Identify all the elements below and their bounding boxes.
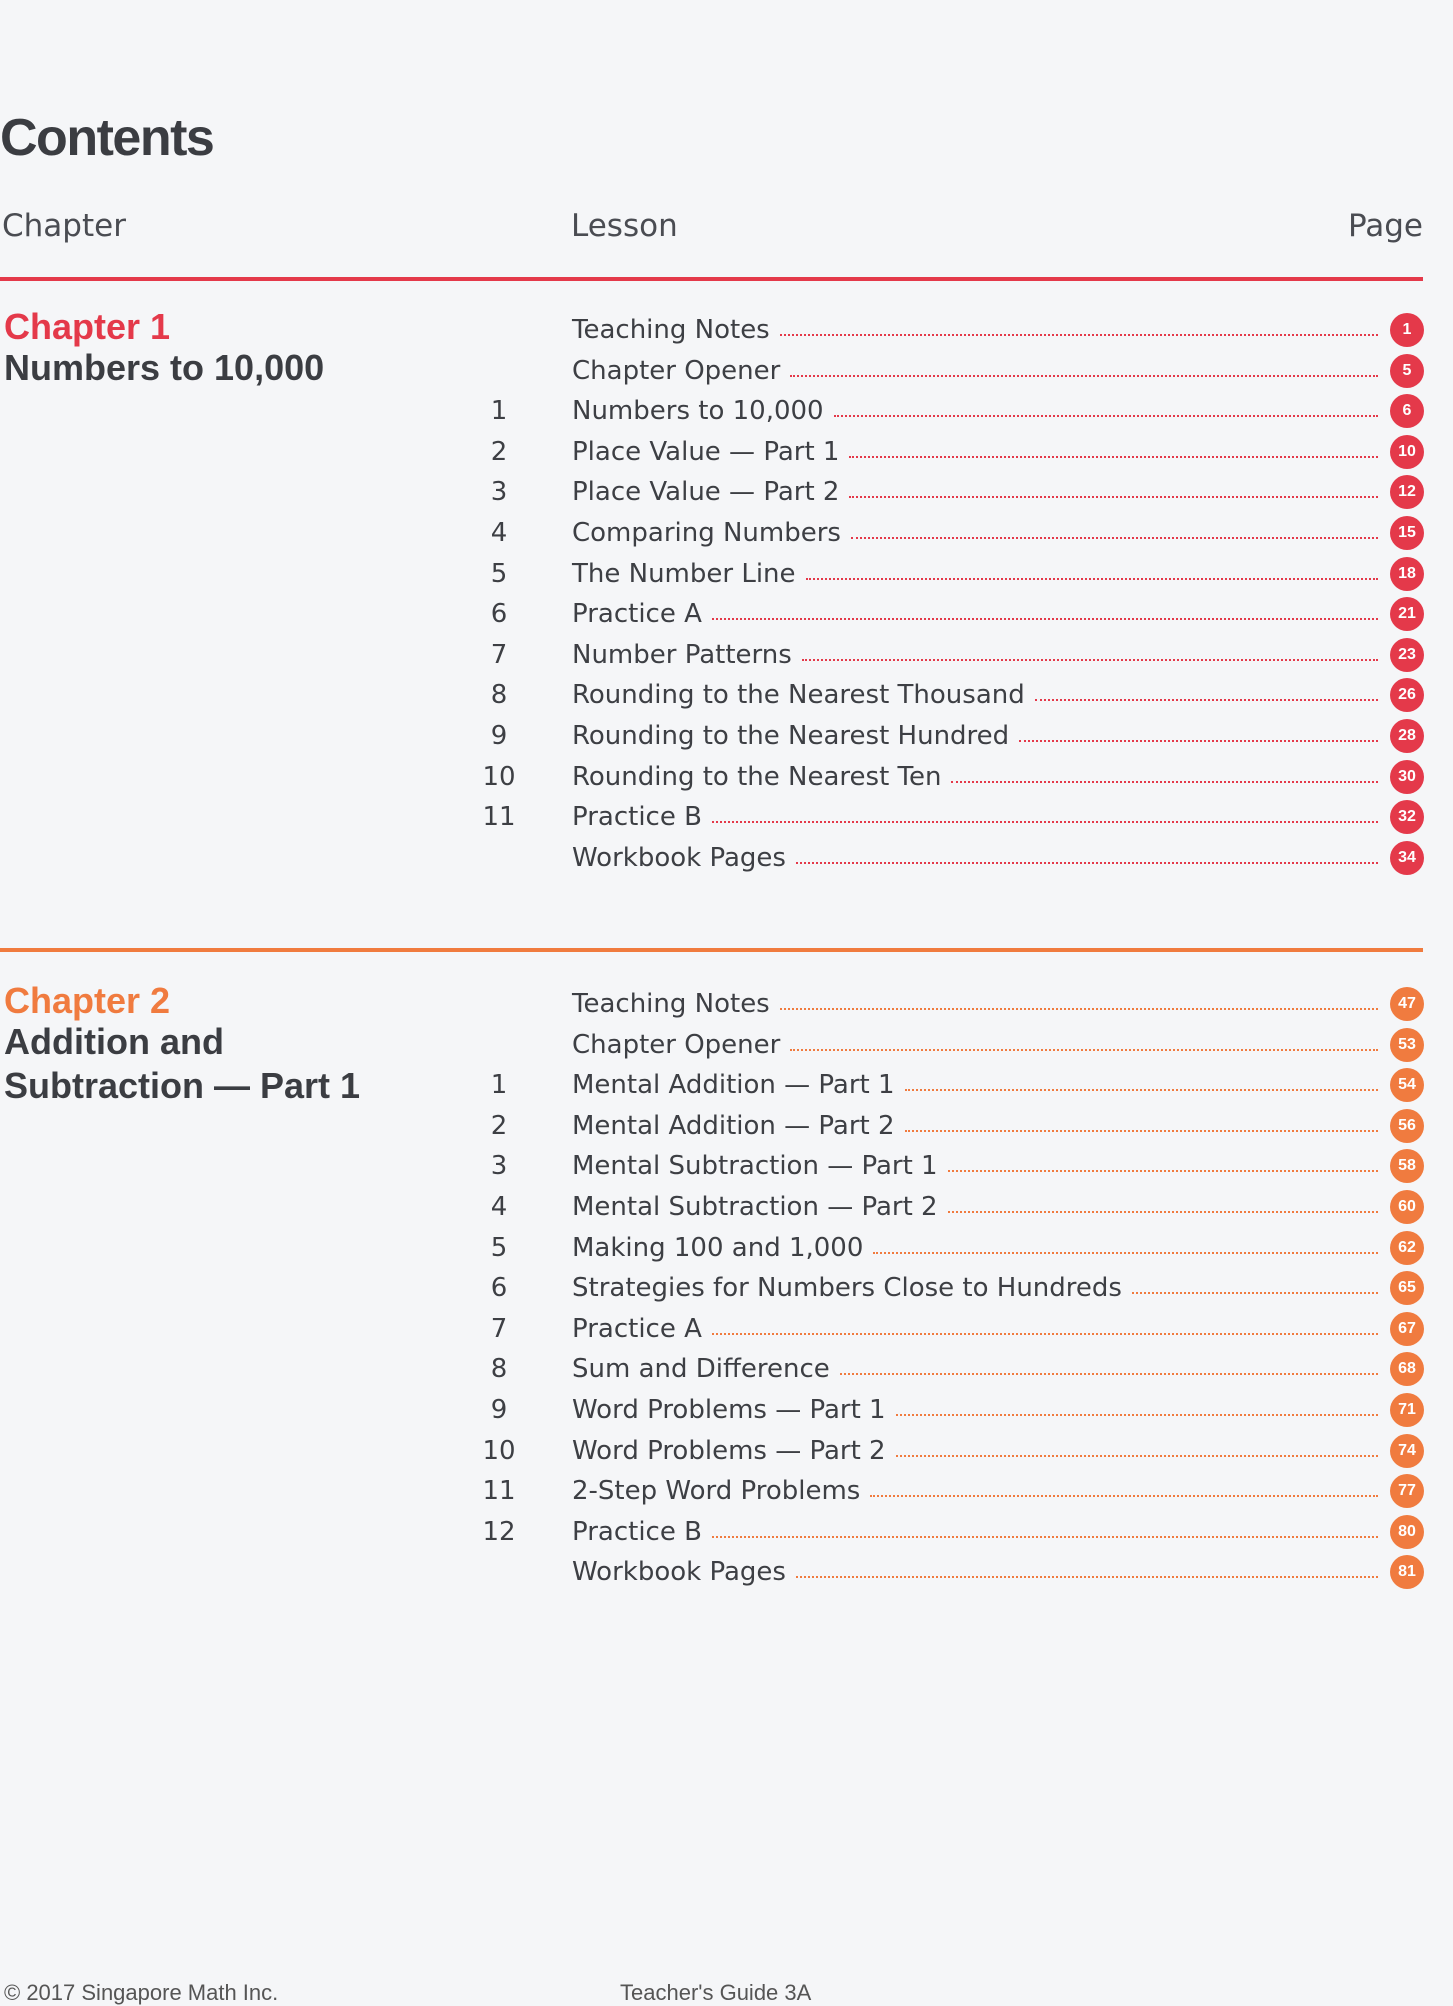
dot-leader	[873, 1252, 1378, 1254]
dot-leader	[712, 618, 1378, 620]
chapter-1-title: Numbers to 10,000	[4, 347, 325, 388]
toc-entry[interactable]	[0, 594, 1453, 634]
page-number-badge[interactable]: 53	[1390, 1028, 1424, 1062]
toc-entry[interactable]	[0, 635, 1453, 675]
page-number-badge[interactable]: 26	[1390, 678, 1424, 712]
lesson-title[interactable]: Word Problems — Part 1	[572, 1395, 886, 1425]
lesson-title[interactable]: Mental Subtraction — Part 1	[572, 1151, 938, 1182]
lesson-line	[572, 1228, 1378, 1268]
lesson-line	[572, 1512, 1378, 1552]
lesson-number: 1	[490, 396, 508, 427]
lesson-line	[572, 391, 1378, 431]
dot-leader	[834, 415, 1378, 417]
lesson-number: 8	[490, 1354, 508, 1385]
lesson-title[interactable]: Comparing Numbers	[572, 518, 841, 548]
lesson-number: 9	[490, 1395, 508, 1425]
page-number-badge[interactable]: 77	[1390, 1474, 1424, 1508]
page-number-badge[interactable]: 15	[1390, 516, 1424, 550]
chapter-1-divider	[0, 277, 1423, 281]
chapter-2-title: Addition and Subtraction — Part 1	[4, 1021, 361, 1106]
lesson-line	[572, 554, 1378, 594]
column-header-chapter: Chapter	[2, 208, 126, 244]
lesson-title[interactable]: Chapter Opener	[572, 355, 781, 386]
page-number-badge[interactable]: 54	[1390, 1068, 1424, 1102]
dot-leader	[712, 1333, 1378, 1335]
dot-leader	[712, 821, 1378, 823]
lesson-title[interactable]: Workbook Pages	[572, 1557, 786, 1588]
lesson-line	[572, 594, 1378, 634]
toc-entry[interactable]	[0, 1471, 1453, 1511]
lesson-title[interactable]: The Number Line	[572, 558, 796, 589]
toc-entry[interactable]	[0, 1390, 1453, 1430]
lesson-line	[572, 1106, 1378, 1146]
dot-leader	[802, 659, 1378, 661]
toc-entry[interactable]	[0, 513, 1453, 553]
page-number-badge[interactable]: 74	[1390, 1434, 1424, 1468]
dot-leader	[796, 1576, 1378, 1578]
lesson-line	[572, 838, 1378, 878]
dot-leader	[1019, 740, 1378, 742]
page-number-badge[interactable]: 71	[1390, 1393, 1424, 1427]
dot-leader	[840, 1373, 1378, 1375]
toc-entry[interactable]	[0, 984, 1453, 1024]
lesson-line	[572, 1146, 1378, 1186]
lesson-title[interactable]: Teaching Notes	[572, 989, 770, 1019]
page-number-badge[interactable]: 68	[1390, 1352, 1424, 1386]
page-number-badge[interactable]: 1	[1390, 313, 1424, 347]
lesson-line	[572, 1390, 1378, 1430]
lesson-number: 1	[490, 1070, 508, 1101]
dot-leader	[780, 334, 1378, 336]
lesson-number: 2	[490, 436, 508, 467]
lesson-line	[572, 351, 1378, 391]
dot-leader	[712, 1536, 1378, 1538]
toc-entry[interactable]	[0, 675, 1453, 715]
toc-entry[interactable]	[0, 1349, 1453, 1389]
dot-leader	[790, 1049, 1378, 1051]
toc-entry[interactable]	[0, 432, 1453, 472]
toc-entry[interactable]	[0, 838, 1453, 878]
dot-leader	[951, 781, 1378, 783]
lesson-line	[572, 1065, 1378, 1105]
toc-entry[interactable]	[0, 757, 1453, 797]
lesson-number: 11	[482, 802, 516, 833]
lesson-title[interactable]: Rounding to the Nearest Ten	[572, 761, 942, 792]
lesson-title[interactable]: Mental Subtraction — Part 2	[572, 1192, 938, 1222]
lesson-line	[572, 472, 1378, 512]
footer-copyright: © 2017 Singapore Math Inc.	[4, 1980, 279, 2005]
toc-entry[interactable]	[0, 1309, 1453, 1349]
page-number-badge[interactable]: 60	[1390, 1190, 1424, 1224]
lesson-title[interactable]: Workbook Pages	[572, 842, 786, 873]
lesson-number: 6	[490, 599, 508, 630]
page-number-badge[interactable]: 18	[1390, 557, 1424, 591]
page-number-badge[interactable]: 62	[1390, 1231, 1424, 1265]
page-number-badge[interactable]: 10	[1390, 435, 1424, 469]
lesson-line	[572, 675, 1378, 715]
lesson-line	[572, 1187, 1378, 1227]
dot-leader	[1035, 699, 1378, 701]
lesson-title[interactable]: Mental Addition — Part 2	[572, 1110, 895, 1141]
chapter-2-divider	[0, 948, 1423, 952]
lesson-title[interactable]: 2-Step Word Problems	[572, 1476, 861, 1507]
footer-book-title: Teacher's Guide 3A	[620, 1980, 812, 2005]
lesson-title[interactable]: Rounding to the Nearest Thousand	[572, 680, 1025, 711]
page-number-badge[interactable]: 65	[1390, 1271, 1424, 1305]
lesson-line	[572, 635, 1378, 675]
lesson-title[interactable]: Practice A	[572, 599, 702, 630]
lesson-number: 5	[490, 558, 508, 589]
lesson-title[interactable]: Chapter Opener	[572, 1029, 781, 1060]
chapter-1-label: Chapter 1	[4, 306, 171, 347]
toc-entry[interactable]	[0, 1146, 1453, 1186]
lesson-line	[572, 1431, 1378, 1471]
lesson-line	[572, 797, 1378, 837]
dot-leader	[806, 578, 1378, 580]
page-number-badge[interactable]: 32	[1390, 800, 1424, 834]
toc-entry[interactable]	[0, 1431, 1453, 1471]
lesson-title[interactable]: Word Problems — Part 2	[572, 1435, 886, 1466]
lesson-title[interactable]: Numbers to 10,000	[572, 396, 824, 427]
toc-entry[interactable]	[0, 554, 1453, 594]
lesson-title[interactable]: Place Value — Part 2	[572, 477, 840, 508]
lesson-number: 4	[490, 518, 508, 548]
lesson-line	[572, 432, 1378, 472]
lesson-line	[572, 757, 1378, 797]
page-number-badge[interactable]: 23	[1390, 638, 1424, 672]
lesson-title[interactable]: Practice B	[572, 802, 702, 833]
page-number-badge[interactable]: 6	[1390, 394, 1424, 428]
lesson-line	[572, 310, 1378, 350]
page-number-badge[interactable]: 5	[1390, 354, 1424, 388]
page-number-badge[interactable]: 30	[1390, 760, 1424, 794]
page-number-badge[interactable]: 21	[1390, 597, 1424, 631]
lesson-number: 4	[490, 1192, 508, 1222]
dot-leader	[796, 862, 1378, 864]
dot-leader	[905, 1130, 1378, 1132]
toc-entry[interactable]	[0, 1552, 1453, 1592]
lesson-line	[572, 984, 1378, 1024]
lesson-number: 11	[482, 1476, 516, 1507]
lesson-number: 12	[482, 1516, 516, 1547]
toc-entry[interactable]	[0, 391, 1453, 431]
page-number-badge[interactable]: 67	[1390, 1312, 1424, 1346]
dot-leader	[948, 1170, 1378, 1172]
lesson-line	[572, 1268, 1378, 1308]
page-number-badge[interactable]: 56	[1390, 1109, 1424, 1143]
toc-entry[interactable]	[0, 1106, 1453, 1146]
lesson-title[interactable]: Teaching Notes	[572, 315, 770, 345]
toc-entry[interactable]	[0, 1512, 1453, 1552]
lesson-line	[572, 513, 1378, 553]
lesson-line	[572, 1349, 1378, 1389]
toc-entry[interactable]	[0, 351, 1453, 391]
lesson-number: 3	[490, 1151, 508, 1182]
lesson-line	[572, 1552, 1378, 1592]
page-number-badge[interactable]: 80	[1390, 1515, 1424, 1549]
dot-leader	[896, 1455, 1378, 1457]
lesson-title[interactable]: Mental Addition — Part 1	[572, 1070, 895, 1101]
lesson-title[interactable]: Rounding to the Nearest Hundred	[572, 721, 1010, 751]
dot-leader	[851, 537, 1378, 539]
lesson-title[interactable]: Strategies for Numbers Close to Hundreds	[572, 1273, 1122, 1304]
toc-entry[interactable]	[0, 472, 1453, 512]
lesson-line	[572, 716, 1378, 756]
lesson-line	[572, 1471, 1378, 1511]
dot-leader	[948, 1211, 1378, 1213]
page-number-badge[interactable]: 12	[1390, 475, 1424, 509]
lesson-number: 7	[490, 1313, 508, 1344]
lesson-number: 6	[490, 1273, 508, 1304]
page-title: Contents	[0, 109, 214, 167]
column-header-page: Page	[1347, 208, 1423, 244]
lesson-title[interactable]: Place Value — Part 1	[572, 436, 840, 467]
page-number-badge[interactable]: 28	[1390, 719, 1424, 753]
toc-entry[interactable]	[0, 1187, 1453, 1227]
dot-leader	[870, 1495, 1378, 1497]
lesson-number: 2	[490, 1110, 508, 1141]
chapter-2-label: Chapter 2	[4, 980, 171, 1021]
lesson-line	[572, 1025, 1378, 1065]
page-number-badge[interactable]: 34	[1390, 841, 1424, 875]
toc-entry[interactable]	[0, 797, 1453, 837]
lesson-number: 3	[490, 477, 508, 508]
lesson-title[interactable]: Practice A	[572, 1313, 702, 1344]
dot-leader	[896, 1414, 1378, 1416]
lesson-number: 9	[490, 721, 508, 751]
toc-entry[interactable]	[0, 310, 1453, 350]
toc-entry[interactable]	[0, 716, 1453, 756]
dot-leader	[1132, 1292, 1378, 1294]
dot-leader	[905, 1089, 1378, 1091]
lesson-line	[572, 1309, 1378, 1349]
toc-entry[interactable]	[0, 1025, 1453, 1065]
dot-leader	[849, 456, 1378, 458]
dot-leader	[790, 375, 1378, 377]
page-number-badge[interactable]: 47	[1390, 987, 1424, 1021]
lesson-title[interactable]: Number Patterns	[572, 639, 792, 670]
lesson-title[interactable]: Sum and Difference	[572, 1354, 830, 1385]
lesson-title[interactable]: Practice B	[572, 1516, 702, 1547]
column-header-lesson: Lesson	[571, 208, 678, 244]
lesson-number: 7	[490, 639, 508, 670]
lesson-number: 5	[490, 1232, 508, 1263]
toc-entry[interactable]	[0, 1268, 1453, 1308]
lesson-number: 10	[482, 761, 516, 792]
lesson-title[interactable]: Making 100 and 1,000	[572, 1232, 864, 1263]
toc-entry[interactable]	[0, 1228, 1453, 1268]
lesson-number: 8	[490, 680, 508, 711]
toc-entry[interactable]	[0, 1065, 1453, 1105]
page-number-badge[interactable]: 81	[1390, 1555, 1424, 1589]
lesson-number: 10	[482, 1435, 516, 1466]
dot-leader	[849, 496, 1378, 498]
dot-leader	[780, 1008, 1378, 1010]
page-number-badge[interactable]: 58	[1390, 1149, 1424, 1183]
